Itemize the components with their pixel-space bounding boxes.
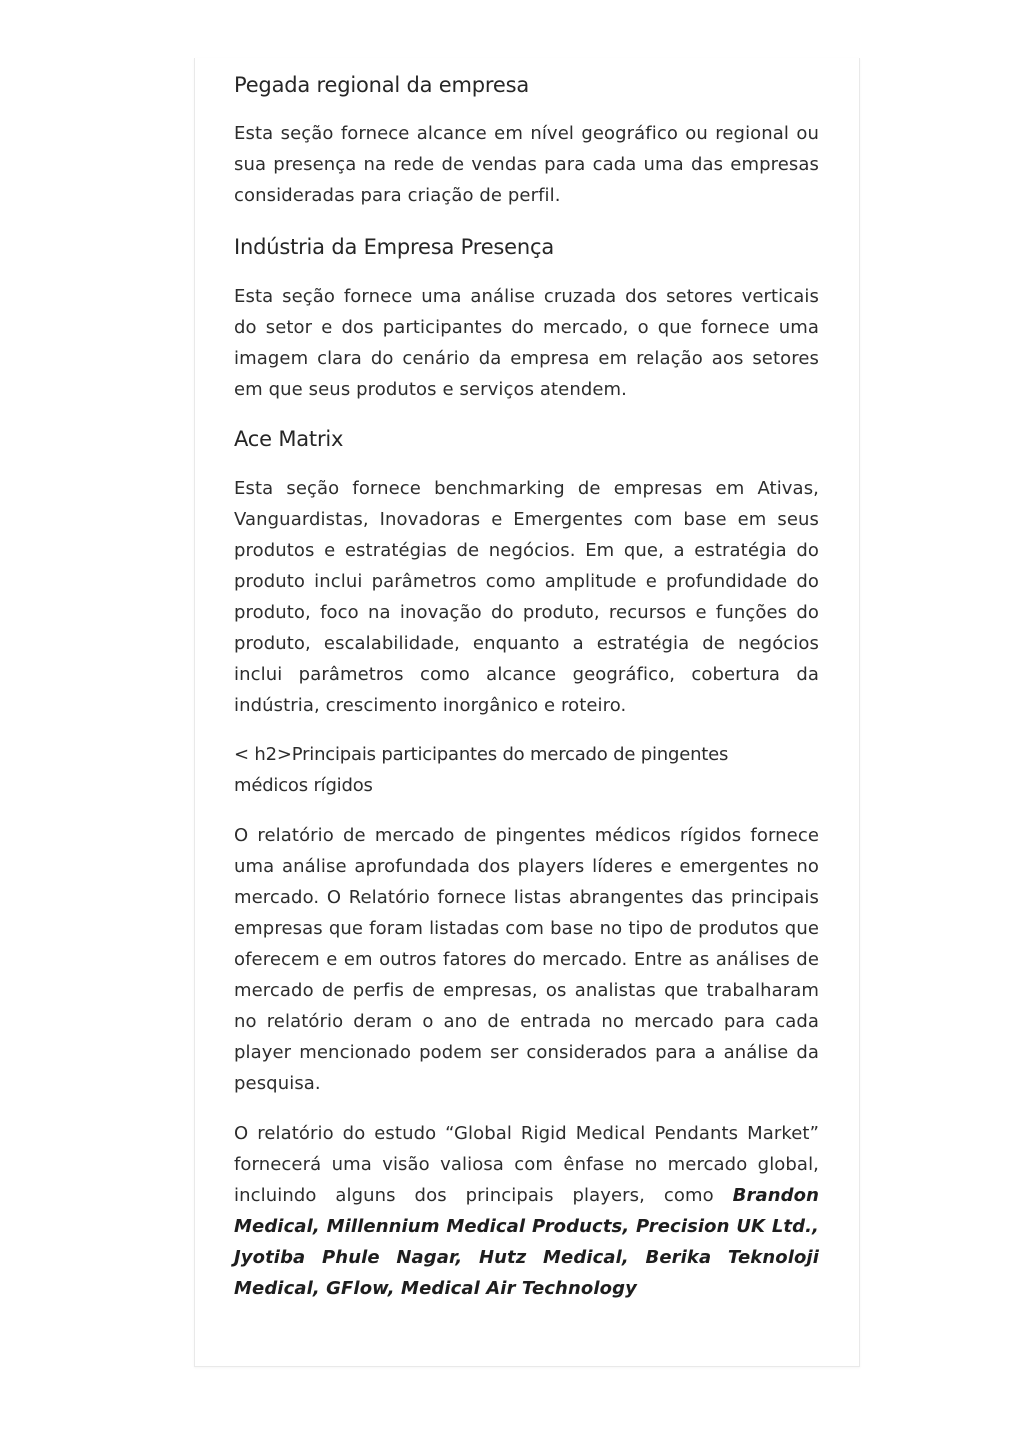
section-paragraph-industria: Esta seção fornece uma análise cruzada dos setores verticais do setor e dos participantes do mercado, o que fornece uma imagem clara do cenário da empresa em relação aos setores em que seus produtos e serviços atendem. [234,286,819,400]
study-intro-text: O relatório do estudo “Global Rigid Medical Pendants Market” fornecerá uma visão valiosa com ênfase no mercado global, incluindo alguns dos principais players, como [234,1123,819,1206]
section-paragraph-ace-matrix: Esta seção fornece benchmarking de empresas em Ativas, Vanguardistas, Inovadoras e Emergentes com base em seus produtos e estratégias de negócios. Em que, a estratégia do produto inclui parâmetros como amplitude e profundidade do produto, foco na inovação do produto, recursos e funções do produto, escalabilidade, enquanto a estratégia de negócios inclui parâmetros como alcance geográfico, cobertura da indústria, crescimento inorgânico e roteiro. [234,478,819,716]
key-players-list: Brandon Medical, Millennium Medical Products, Precision UK Ltd., Jyotiba Phule Nagar, Hutz Medical, Berika Teknoloji Medical, GFlow, Medical Air Technology [234,1185,819,1299]
section-heading-industria: Indústria da Empresa Presença [234,235,555,259]
raw-heading-participants: < h2>Principais participantes do mercado de pingentes médicos rígidos [234,744,729,796]
section-heading-regional: Pegada regional da empresa [234,73,529,97]
section-paragraph-participants: O relatório de mercado de pingentes médicos rígidos fornece uma análise aprofundada dos players líderes e emergentes no mercado. O Relatório fornece listas abrangentes das principais empresas que foram listadas com base no tipo de produtos que oferecem e em outros fatores do mercado. Entre as análises de mercado de perfis de empresas, os analistas que trabalharam no relatório deram o ano de entrada no mercado para cada player mencionado podem ser considerados para a análise da pesquisa. [234,825,819,1094]
document-page [194,58,860,1367]
section-paragraph-regional: Esta seção fornece alcance em nível geográfico ou regional ou sua presença na rede de vendas para cada uma das empresas consideradas para criação de perfil. [234,123,819,206]
section-heading-ace-matrix: Ace Matrix [234,427,344,451]
document-content [234,68,819,1304]
section-paragraph-study [234,1118,819,1304]
